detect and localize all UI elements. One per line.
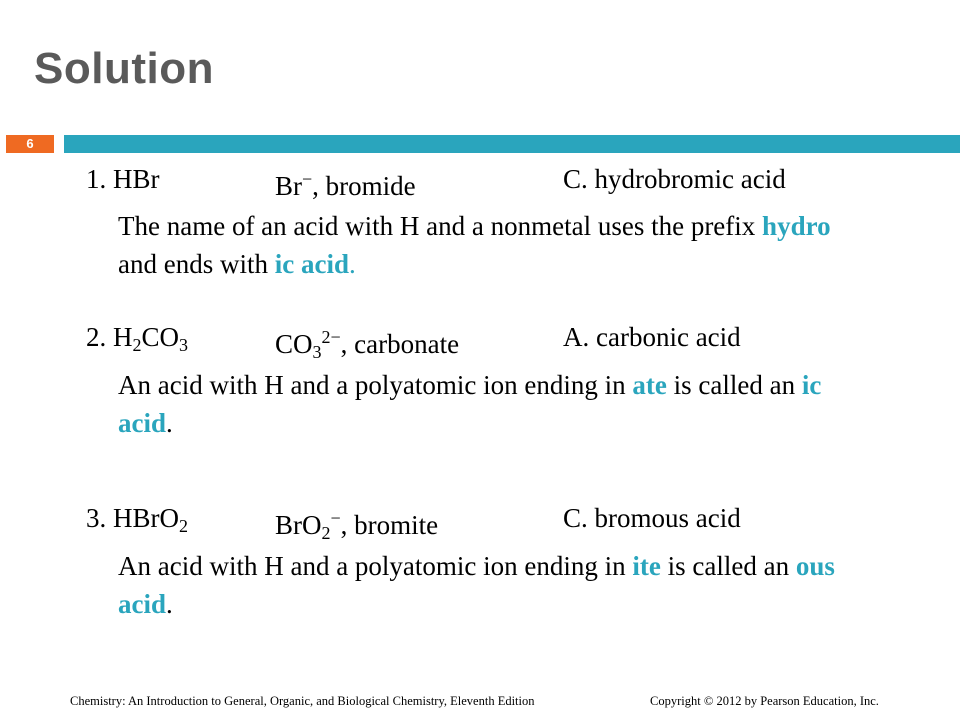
slide-title: Solution	[34, 44, 214, 93]
item-1-formula: 1. HBr	[86, 164, 160, 194]
item-2-answer: A. carbonic acid	[563, 322, 741, 352]
footer-book-title: Chemistry: An Introduction to General, Organic, and Biological Chemistry, Eleventh Edition	[70, 694, 535, 708]
item-3-ion: BrO$_2$−, bromite	[275, 508, 439, 543]
item-2-formula: 2. $H_2CO_3$	[86, 322, 189, 355]
item-1-ion: Br−, bromide	[275, 169, 416, 201]
item-2-ion: $CO_3^{2-}$, carbonate	[275, 327, 460, 362]
item-3-explanation: An acid with H and a polyatomic ion ending in ite is called an ous acid.	[118, 551, 835, 619]
item-1-explanation: The name of an acid with H and a nonmetal uses the prefix hydro and ends with ic acid.	[118, 211, 831, 279]
item-1-answer: C. hydrobromic acid	[563, 164, 786, 194]
page-number-badge: 6	[6, 135, 54, 153]
item-2-explanation: An acid with H and a polyatomic ion ending in ate is called an ic acid.	[118, 370, 822, 438]
item-3-answer: C. bromous acid	[563, 503, 741, 533]
footer-copyright: Copyright © 2012 by Pearson Education, Inc.	[650, 694, 879, 708]
item-3-formula: 3. HBrO$_2$	[86, 503, 188, 536]
title-divider-bar	[64, 135, 960, 153]
